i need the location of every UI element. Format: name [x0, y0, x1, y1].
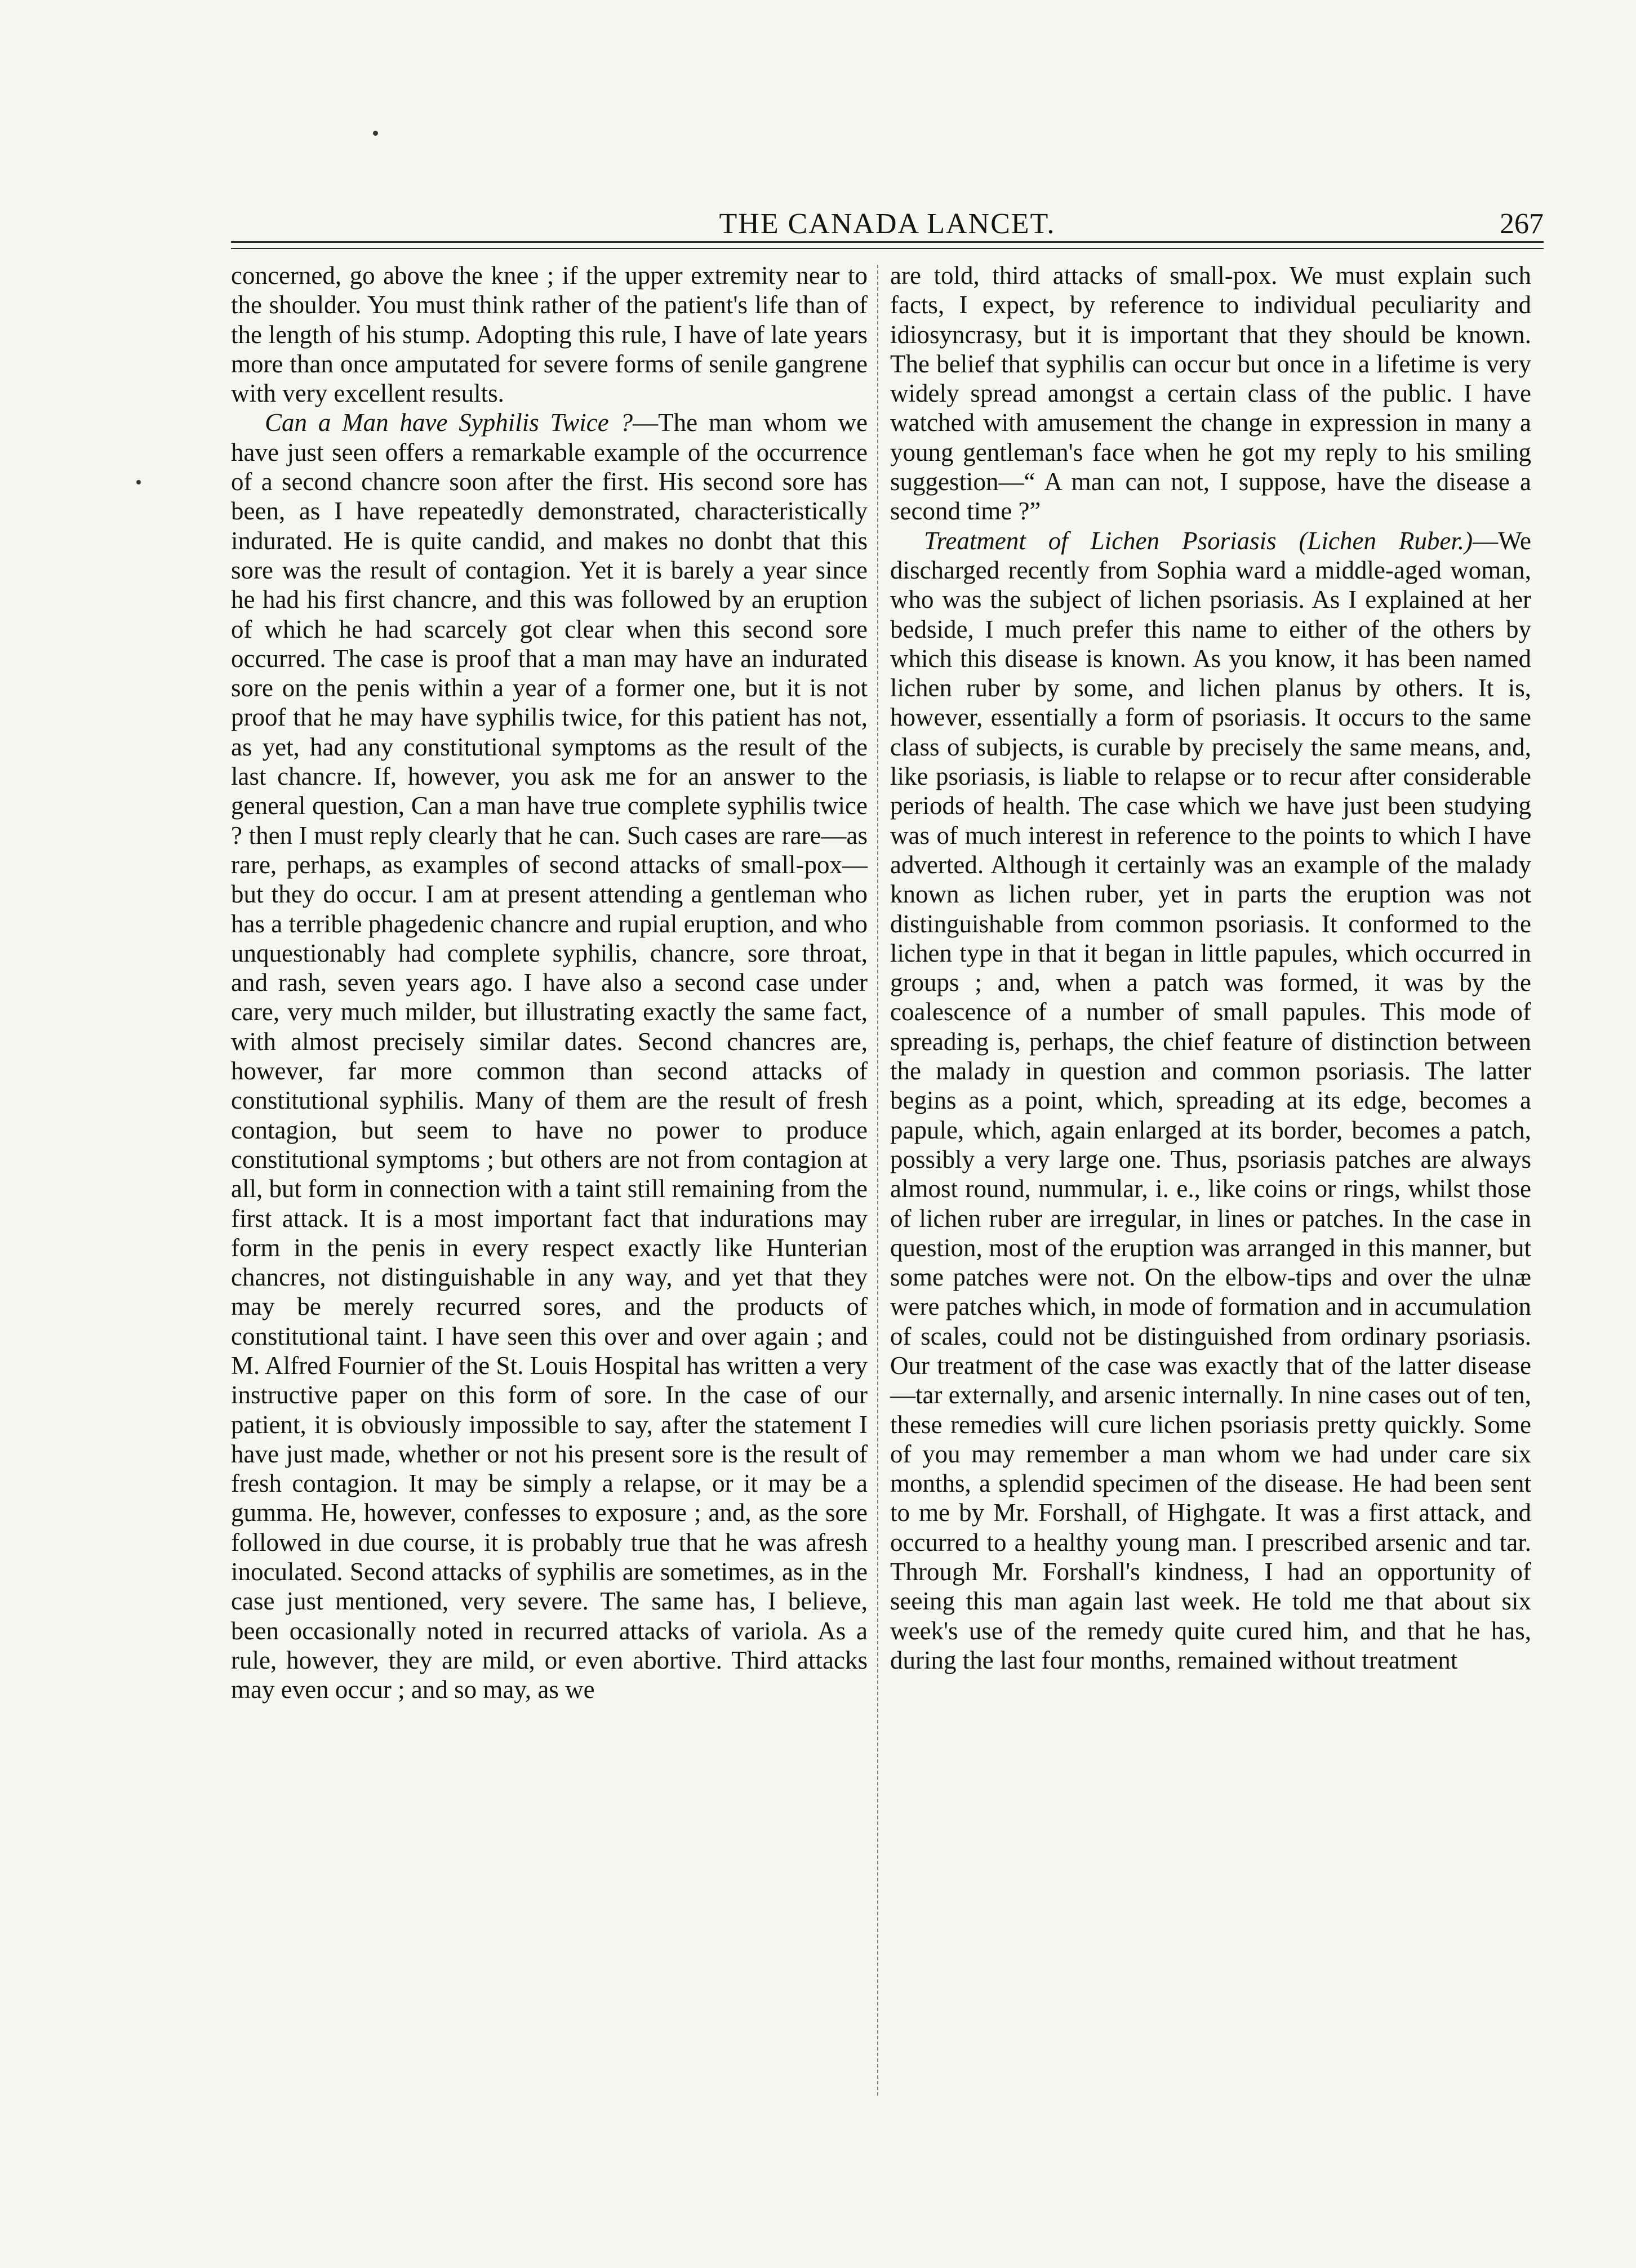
header-rule [231, 241, 1544, 243]
left-column [231, 261, 868, 1705]
header-rule-thin [231, 248, 1544, 249]
column-divider [877, 265, 878, 2096]
paragraph-body: —The man whom we have just seen offers a remarkable example of the occurrence of a second chancre soon after the first. His second sore has been, as I have repeatedly demonstrated, characteristically indurated. He is quite candid, and makes no donbt that this sore was the result of contagion. Yet it is barely a year since he had his first chancre, and this was followed by an eruption of which he had scarcely got clear when this second sore occurred. The case is proof that a man may have an indurated sore on the penis within a year of a former one, but it is not proof that he may have syphilis twice, for this patient has not, as yet, had any constitutional symptoms as the result of the last chancre. If, however, you ask me for an answer to the general question, Can a man have true complete syphilis twice ? then I must reply clearly that he can. Such cases are rare—as rare, perhaps, as examples of second attacks of small-pox—but they do occur. I am at present attending a gentleman who has a terrible phagedenic chancre and rupial eruption, and who unquestionably had complete syphilis, chancre, sore throat, and rash, seven years ago. I have also a second case under care, very much milder, but illustrating exactly the same fact, with almost precisely similar dates. Second chancres are, however, far more common than second attacks of constitutional syphilis. Many of them are the result of fresh contagion, but seem to have no power to produce constitutional symptoms ; but others are not from contagion at all, but form in connection with a taint still remaining from the first attack. It is a most important fact that indurations may form in the penis in every respect exactly like Hunterian chancres, not distinguishable in any way, and yet that they may be merely recurred sores, and the products of constitutional taint. I have seen this over and over again ; and M. Alfred Fournier of the St. Louis Hospital has written a very instructive paper on this form of sore. In the case of our patient, it is obviously impossible to say, after the statement I have just made, whether or not his present sore is the result of fresh contagion. It may be simply a relapse, or it may be a gumma. He, however, confesses to exposure ; and, as the sore followed in due course, it is probably true that he was afresh inoculated. Second attacks of syphilis are sometimes, as in the case just mentioned, very severe. The same has, I believe, been occasionally noted in recurred attacks of variola. As a rule, however, they are mild, or even abortive. Third attacks may even occur ; and so may, as we [231, 408, 868, 1704]
right-column [890, 261, 1531, 1675]
paragraph: concerned, go above the knee ; if the upper extremity near to the shoulder. You must think rather of the patient's life than of the length of his stump. Adopting this rule, I have of late years more than once amputated for severe forms of senile gangrene with very excellent results. [231, 261, 868, 408]
paragraph [890, 526, 1531, 1675]
ink-speck [373, 131, 378, 136]
running-header [231, 207, 1544, 242]
ink-speck [136, 480, 141, 484]
paragraph [231, 408, 868, 1704]
paragraph-body: —We discharged recently from Sophia ward a middle-aged woman, who was the subject of lichen psoriasis. As I explained at her bedside, I much prefer this name to either of the others by which this disease is known. As you know, it has been named lichen ruber by some, and lichen planus by others. It is, however, essentially a form of psoriasis. It occurs to the same class of subjects, is curable by precisely the same means, and, like psoriasis, is liable to relapse or to recur after considerable periods of health. The case which we have just been studying was of much interest in reference to the points to which I have adverted. Although it certainly was an example of the malady known as lichen ruber, yet in parts the eruption was not distinguishable from common psoriasis. It conformed to the lichen type in that it began in little papules, which occurred in groups ; and, when a patch was formed, it was by the coalescence of a number of small papules. This mode of spreading is, perhaps, the chief feature of distinction between the malady in question and common psoriasis. The latter begins as a point, which, spreading at its edge, becomes a papule, which, again enlarged at its border, becomes a patch, possibly a very large one. Thus, psoriasis patches are always almost round, nummular, i. e., like coins or rings, whilst those of lichen ruber are irregular, in lines or patches. In the case in question, most of the eruption was arranged in this manner, but some patches were not. On the elbow-tips and over the ulnæ were patches which, in mode of formation and in accumulation of scales, could not be distinguished from ordinary psoriasis. Our treatment of the case was exactly that of the latter disease—tar externally, and arsenic internally. In nine cases out of ten, these remedies will cure lichen psoriasis pretty quickly. Some of you may remember a man whom we had under care six months, a splendid specimen of the disease. He had been sent to me by Mr. Forshall, of Highgate. It was a first attack, and occurred to a healthy young man. I prescribed arsenic and tar. Through Mr. Forshall's kindness, I had an opportunity of seeing this man again last week. He told me that about six week's use of the remedy quite cured him, and that he has, during the last four months, remained without treatment [890, 526, 1531, 1674]
section-heading: Can a Man have Syphilis Twice ? [265, 408, 633, 437]
journal-title: THE CANADA LANCET. [719, 208, 1056, 240]
page-number: 267 [1500, 208, 1544, 240]
section-heading: Treatment of Lichen Psoriasis (Lichen Ruber.) [924, 526, 1473, 555]
paragraph: are told, third attacks of small-pox. We must explain such facts, I expect, by reference to individual peculiarity and idiosyncrasy, but it is important that they should be known. The belief that syphilis can occur but once in a lifetime is very widely spread amongst a certain class of the public. I have watched with amusement the change in expression in many a young gentleman's face when he got my reply to his smiling suggestion—“ A man can not, I suppose, have the disease a second time ?” [890, 261, 1531, 526]
